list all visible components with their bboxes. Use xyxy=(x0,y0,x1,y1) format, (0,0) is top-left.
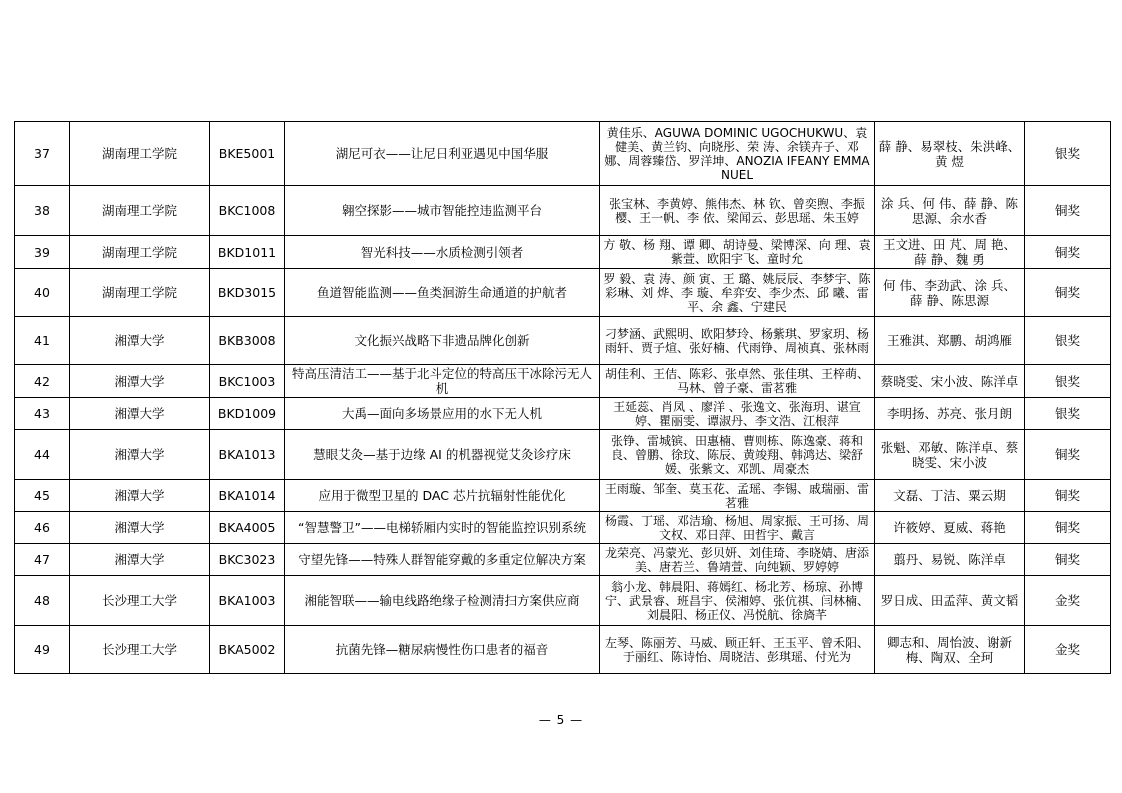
advisors: 罗日成、田孟萍、黄文韬 xyxy=(875,576,1025,626)
project-code: BKD1011 xyxy=(210,236,285,269)
project-code: BKA1014 xyxy=(210,480,285,512)
advisors: 许筱婷、夏威、蒋艳 xyxy=(875,512,1025,544)
team-members: 罗 毅、袁 涛、颜 寅、王 璐、姚辰辰、李梦宇、陈彩琳、刘 烨、李 璇、牟弈安、李少杰、邱 曦、雷 平、余 鑫、宁建民 xyxy=(600,269,875,317)
table-row xyxy=(15,626,1111,674)
table-row xyxy=(15,430,1111,480)
page-number: — 5 — xyxy=(538,713,584,727)
project-code: BKE5001 xyxy=(210,122,285,186)
team-members: 王雨璇、邹奎、莫玉花、孟瑶、李锡、戚瑞丽、雷茗雅 xyxy=(600,480,875,512)
award-level: 金奖 xyxy=(1025,576,1111,626)
row-number: 42 xyxy=(15,365,70,398)
project-name: 文化振兴战略下非遗品牌化创新 xyxy=(285,317,600,365)
row-number: 41 xyxy=(15,317,70,365)
project-code: BKC1008 xyxy=(210,186,285,236)
table-row xyxy=(15,365,1111,398)
project-code: BKA5002 xyxy=(210,626,285,674)
advisors: 张魁、邓敏、陈洋卓、蔡晓雯、宋小波 xyxy=(875,430,1025,480)
project-code: BKC3023 xyxy=(210,544,285,576)
advisors: 翦丹、易锐、陈洋卓 xyxy=(875,544,1025,576)
school-name: 湖南理工学院 xyxy=(70,269,210,317)
advisors: 李明扬、苏亮、张月朗 xyxy=(875,398,1025,430)
team-members: 张宝林、李黄婷、熊伟杰、林 钦、曾奕煦、李振樱、王一帆、李 依、梁闻云、彭思瑶、朱玉婷 xyxy=(600,186,875,236)
school-name: 湘潭大学 xyxy=(70,398,210,430)
school-name: 长沙理工大学 xyxy=(70,576,210,626)
project-code: BKD3015 xyxy=(210,269,285,317)
school-name: 湘潭大学 xyxy=(70,512,210,544)
project-code: BKD1009 xyxy=(210,398,285,430)
advisors: 蔡晓雯、宋小波、陈洋卓 xyxy=(875,365,1025,398)
table-row xyxy=(15,122,1111,186)
row-number: 46 xyxy=(15,512,70,544)
row-number: 38 xyxy=(15,186,70,236)
project-name: 应用于微型卫星的 DAC 芯片抗辐射性能优化 xyxy=(285,480,600,512)
table-row xyxy=(15,576,1111,626)
school-name: 湘潭大学 xyxy=(70,544,210,576)
award-level: 铜奖 xyxy=(1025,186,1111,236)
advisors: 卿志和、周怡波、谢新梅、陶双、全珂 xyxy=(875,626,1025,674)
team-members: 方 敬、杨 翔、谭 卿、胡诗曼、梁博深、向 理、袁紫萱、欧阳宇飞、童时允 xyxy=(600,236,875,269)
team-members: 杨霞、丁瑶、邓洁瑜、杨旭、周家振、王可扬、周文权、邓日萍、田哲宇、戴言 xyxy=(600,512,875,544)
award-level: 金奖 xyxy=(1025,626,1111,674)
team-members: 王延蕊、肖凤 、廖洋 、张逸文、张海玥、谌宣婷、瞿丽雯、谭淑丹、李文浩、江根萍 xyxy=(600,398,875,430)
project-name: 慧眼艾灸—基于边缘 AI 的机器视觉艾灸诊疗床 xyxy=(285,430,600,480)
advisors: 涂 兵、何 伟、薛 静、陈思源、余水香 xyxy=(875,186,1025,236)
table-row xyxy=(15,480,1111,512)
school-name: 湘潭大学 xyxy=(70,480,210,512)
award-level: 铜奖 xyxy=(1025,480,1111,512)
row-number: 40 xyxy=(15,269,70,317)
row-number: 39 xyxy=(15,236,70,269)
row-number: 44 xyxy=(15,430,70,480)
project-name: 特高压清洁工——基于北斗定位的特高压干冰除污无人机 xyxy=(285,365,600,398)
project-code: BKA1003 xyxy=(210,576,285,626)
award-level: 铜奖 xyxy=(1025,430,1111,480)
school-name: 湖南理工学院 xyxy=(70,122,210,186)
row-number: 37 xyxy=(15,122,70,186)
project-name: “智慧警卫”——电梯轿厢内实时的智能监控识别系统 xyxy=(285,512,600,544)
project-name: 湘能智联——输电线路绝缘子检测清扫方案供应商 xyxy=(285,576,600,626)
row-number: 48 xyxy=(15,576,70,626)
project-code: BKB3008 xyxy=(210,317,285,365)
row-number: 47 xyxy=(15,544,70,576)
advisors: 何 伟、李劲武、涂 兵、薛 静、陈思源 xyxy=(875,269,1025,317)
project-name: 抗菌先锋—糖尿病慢性伤口患者的福音 xyxy=(285,626,600,674)
table-row xyxy=(15,269,1111,317)
award-level: 铜奖 xyxy=(1025,269,1111,317)
award-table-body xyxy=(15,122,1111,674)
advisors: 文磊、丁洁、粟云期 xyxy=(875,480,1025,512)
project-name: 湖尼可衣——让尼日利亚遇见中国华服 xyxy=(285,122,600,186)
table-row xyxy=(15,236,1111,269)
table-row xyxy=(15,317,1111,365)
project-name: 守望先锋——特殊人群智能穿戴的多重定位解决方案 xyxy=(285,544,600,576)
award-level: 铜奖 xyxy=(1025,236,1111,269)
advisors: 王雅淇、郑鹏、胡鸿雁 xyxy=(875,317,1025,365)
table-row xyxy=(15,544,1111,576)
school-name: 湖南理工学院 xyxy=(70,236,210,269)
project-name: 大禹—面向多场景应用的水下无人机 xyxy=(285,398,600,430)
school-name: 长沙理工大学 xyxy=(70,626,210,674)
row-number: 43 xyxy=(15,398,70,430)
row-number: 45 xyxy=(15,480,70,512)
school-name: 湘潭大学 xyxy=(70,365,210,398)
team-members: 张铮、雷城镔、田惠楠、曹则栋、陈逸豪、蒋和良、曾鹏、徐玟、陈辰、黄竣翔、韩鸿达、梁舒媛、张紫文、邓凯、周豪杰 xyxy=(600,430,875,480)
team-members: 刁梦涵、武熙明、欧阳梦玲、杨紫琪、罗家玥、杨雨轩、贾子煊、张好楠、代雨铮、周祯真、张林雨 xyxy=(600,317,875,365)
team-members: 左琴、陈丽芳、马威、顾正轩、王玉平、曾禾阳、于丽红、陈诗怡、周晓洁、彭琪瑶、付光为 xyxy=(600,626,875,674)
project-name: 智光科技——水质检测引领者 xyxy=(285,236,600,269)
team-members: 龙荣亮、冯蒙光、彭贝妍、刘佳琦、李晓婧、唐添美、唐若兰、鲁靖萱、向纯颖、罗婷婷 xyxy=(600,544,875,576)
team-members: 胡佳利、王佶、陈彩、张卓然、张佳琪、王梓萌、马林、曾子豪、雷茗雅 xyxy=(600,365,875,398)
row-number: 49 xyxy=(15,626,70,674)
team-members: 黄佳乐、AGUWA DOMINIC UGOCHUKWU、袁健美、黄兰钧、向晓彤、荣 涛、余镁卉子、邓 娜、周蓉臻岱、罗洋坤、ANOZIA IFEANY EMMANUEL xyxy=(600,122,875,186)
project-name: 翱空探影——城市智能控违监测平台 xyxy=(285,186,600,236)
school-name: 湖南理工学院 xyxy=(70,186,210,236)
award-level: 铜奖 xyxy=(1025,512,1111,544)
table-row xyxy=(15,186,1111,236)
team-members: 翁小龙、韩晨阳、蒋嫣红、杨北芳、杨琼、孙博宁、武景睿、班昌宇、侯湘婷、张伉祺、闫林楠、刘晨阳、杨正仪、冯悦航、徐旖芊 xyxy=(600,576,875,626)
award-level: 银奖 xyxy=(1025,365,1111,398)
project-code: BKA1013 xyxy=(210,430,285,480)
award-table xyxy=(14,121,1111,674)
award-level: 铜奖 xyxy=(1025,544,1111,576)
school-name: 湘潭大学 xyxy=(70,317,210,365)
table-row xyxy=(15,398,1111,430)
school-name: 湘潭大学 xyxy=(70,430,210,480)
advisors: 薛 静、易翠枝、朱洪峰、黄 煜 xyxy=(875,122,1025,186)
table-row xyxy=(15,512,1111,544)
advisors: 王文进、田 芃、周 艳、薛 静、魏 勇 xyxy=(875,236,1025,269)
project-code: BKC1003 xyxy=(210,365,285,398)
award-level: 银奖 xyxy=(1025,398,1111,430)
project-name: 鱼道智能监测——鱼类洄游生命通道的护航者 xyxy=(285,269,600,317)
project-code: BKA4005 xyxy=(210,512,285,544)
award-level: 银奖 xyxy=(1025,317,1111,365)
award-level: 银奖 xyxy=(1025,122,1111,186)
